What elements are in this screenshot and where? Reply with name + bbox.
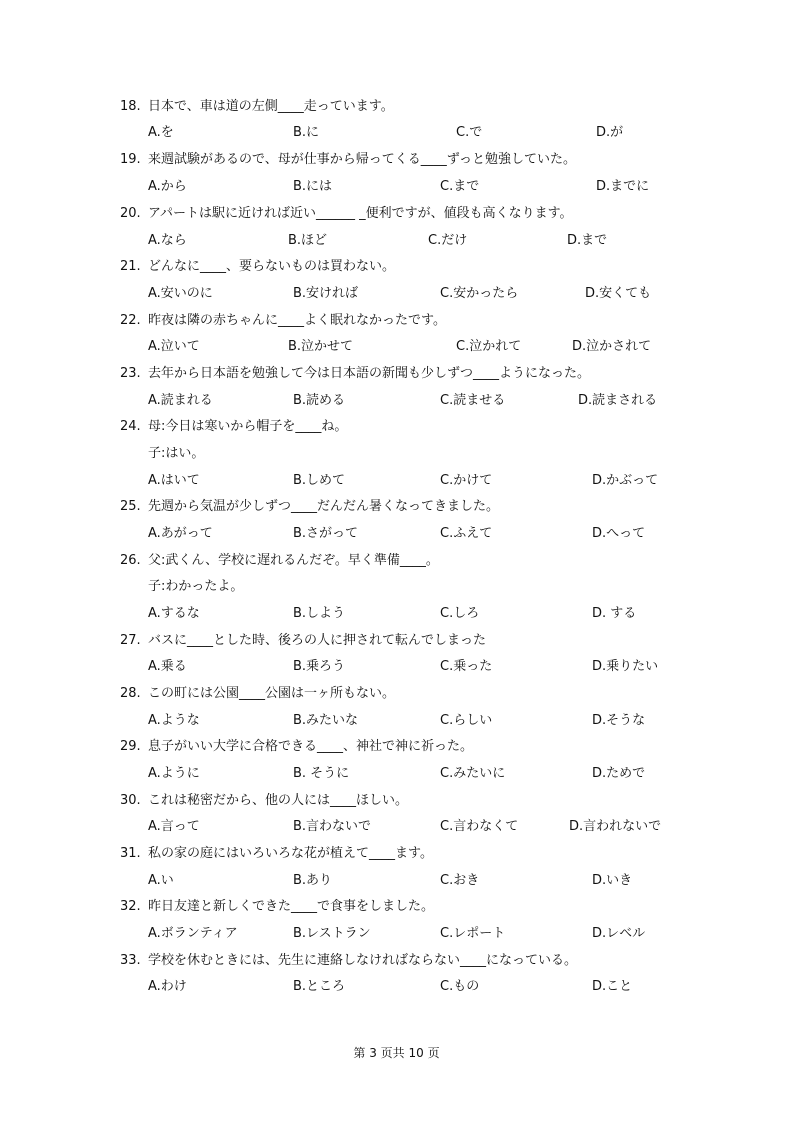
- option-a: A.わけ: [148, 979, 187, 994]
- option-d: D.泣かされて: [572, 339, 652, 354]
- option-b: B.みたいな: [293, 713, 359, 728]
- question-19: [120, 153, 576, 166]
- question-number: 29.: [120, 739, 141, 754]
- option-d: D.こと: [592, 979, 633, 994]
- question-22: [120, 314, 446, 327]
- option-b: B.読める: [293, 393, 346, 408]
- question-text: 昨日友達と新しくできた____で食事をしました。: [148, 899, 435, 914]
- option-a: A.はいて: [148, 473, 200, 488]
- option-b: B.乗ろう: [293, 659, 346, 674]
- question-number: 27.: [120, 633, 141, 648]
- option-c: C.レポート: [440, 926, 506, 941]
- question-29: [120, 740, 473, 753]
- option-a: A.安いのに: [148, 286, 213, 301]
- option-b: B.には: [293, 179, 333, 194]
- option-d: D.へって: [592, 526, 646, 541]
- option-d: D.言われないで: [569, 819, 662, 834]
- option-c: C.おき: [440, 873, 480, 888]
- option-d: D.まで: [567, 233, 608, 248]
- option-a: A.ボランティア: [148, 926, 238, 941]
- option-b: B.泣かせて: [288, 339, 354, 354]
- option-b: B.あり: [293, 873, 333, 888]
- option-c: C.かけて: [440, 473, 493, 488]
- option-b: B.しよう: [293, 606, 346, 621]
- question-number: 28.: [120, 686, 141, 701]
- option-d: D.かぶって: [592, 473, 659, 488]
- question-31: [120, 847, 433, 860]
- question-27: [120, 634, 486, 647]
- question-23: [120, 367, 590, 380]
- question-28: [120, 687, 395, 700]
- option-d: D.レベル: [592, 926, 646, 941]
- option-a: A.するな: [148, 606, 200, 621]
- question-text: 来週試験があるので、母が仕事から帰ってくる____ずっと勉強していた。: [148, 152, 576, 167]
- question-text: これは秘密だから、他の人には____ほしい。: [148, 793, 409, 808]
- question-number: 19.: [120, 152, 141, 167]
- question-number: 31.: [120, 846, 141, 861]
- option-a: A.ように: [148, 766, 200, 781]
- option-d: D.そうな: [592, 713, 646, 728]
- question-text: 先週から気温が少しずつ____だんだん暑くなってきました。: [148, 499, 500, 514]
- page-footer: 第 3 页共 10 页: [353, 1046, 440, 1060]
- option-c: C.泣かれて: [456, 339, 522, 354]
- option-a: A.ような: [148, 713, 200, 728]
- question-number: 23.: [120, 366, 141, 381]
- option-c: C.安かったら: [440, 286, 519, 301]
- option-b: B.ところ: [293, 979, 346, 994]
- option-d: D.読まされる: [578, 393, 658, 408]
- option-b: B. そうに: [293, 766, 350, 781]
- option-b: B.レストラン: [293, 926, 371, 941]
- option-a: A.なら: [148, 233, 187, 248]
- option-b: B.安ければ: [293, 286, 359, 301]
- option-b: B.に: [293, 125, 320, 140]
- option-c: C.だけ: [428, 233, 468, 248]
- dialogue-line: 子:わかったよ。: [148, 579, 244, 594]
- question-24: [120, 420, 347, 433]
- question-number: 32.: [120, 899, 141, 914]
- question-text: 昨夜は隣の赤ちゃんに____よく眠れなかったです。: [148, 313, 446, 328]
- question-number: 25.: [120, 499, 141, 514]
- option-c: C.読ませる: [440, 393, 506, 408]
- question-text: 母:今日は寒いから帽子を____ね。: [148, 419, 348, 434]
- question-text: 学校を休むときには、先生に連絡しなければならない____になっている。: [148, 953, 578, 968]
- option-d: D.いき: [592, 873, 633, 888]
- option-c: C.ふえて: [440, 526, 493, 541]
- option-a: A.から: [148, 179, 187, 194]
- question-20: [120, 207, 573, 220]
- option-c: C.乗った: [440, 659, 493, 674]
- question-25: [120, 500, 499, 513]
- option-c: C.まで: [440, 179, 480, 194]
- option-b: B.しめて: [293, 473, 346, 488]
- option-a: A.泣いて: [148, 339, 200, 354]
- question-text: どんなに____、要らないものは買わない。: [148, 259, 396, 274]
- question-number: 24.: [120, 419, 141, 434]
- option-c: C.もの: [440, 979, 480, 994]
- option-d: D.ためで: [592, 766, 646, 781]
- question-text: 私の家の庭にはいろいろな花が植えて____ます。: [148, 846, 433, 861]
- question-26: [120, 554, 439, 567]
- option-c: C.らしい: [440, 713, 493, 728]
- option-a: A.読まれる: [148, 393, 213, 408]
- question-text: バスに____とした時、後ろの人に押されて転んでしまった: [148, 633, 487, 648]
- option-a: A.あがって: [148, 526, 213, 541]
- option-a: A.言って: [148, 819, 200, 834]
- option-b: B.ほど: [288, 233, 328, 248]
- option-a: A.を: [148, 125, 174, 140]
- option-d: D.までに: [596, 179, 650, 194]
- question-number: 22.: [120, 313, 141, 328]
- question-text: この町には公園____公園は一ヶ所もない。: [148, 686, 396, 701]
- question-number: 26.: [120, 553, 141, 568]
- question-number: 20.: [120, 206, 141, 221]
- option-d: D.乗りたい: [592, 659, 659, 674]
- question-number: 30.: [120, 793, 141, 808]
- question-number: 18.: [120, 99, 141, 114]
- option-d: D.安くても: [585, 286, 652, 301]
- question-30: [120, 794, 408, 807]
- option-c: C.みたいに: [440, 766, 506, 781]
- question-32: [120, 900, 434, 913]
- question-33: [120, 954, 577, 967]
- option-b: B.さがって: [293, 526, 359, 541]
- question-number: 33.: [120, 953, 141, 968]
- question-text: 日本で、車は道の左側____走っています。: [148, 99, 394, 114]
- question-text: 息子がいい大学に合格できる____、神社で神に祈った。: [148, 739, 474, 754]
- question-18: [120, 100, 394, 113]
- option-d: D.が: [596, 125, 624, 140]
- question-number: 21.: [120, 259, 141, 274]
- option-d: D. する: [592, 606, 637, 621]
- option-b: B.言わないで: [293, 819, 372, 834]
- option-a: A.い: [148, 873, 174, 888]
- option-c: C.しろ: [440, 606, 480, 621]
- dialogue-line: 子:はい。: [148, 446, 205, 461]
- question-text: アパートは駅に近ければ近い______ _便利ですが、値段も高くなります。: [148, 206, 573, 221]
- option-c: C.で: [456, 125, 483, 140]
- option-c: C.言わなくて: [440, 819, 519, 834]
- question-text: 去年から日本語を勉強して今は日本語の新聞も少しずつ____ようになった。: [148, 366, 591, 381]
- question-21: [120, 260, 395, 273]
- question-text: 父:武くん、学校に遅れるんだぞ。早く準備____。: [148, 553, 439, 568]
- option-a: A.乗る: [148, 659, 187, 674]
